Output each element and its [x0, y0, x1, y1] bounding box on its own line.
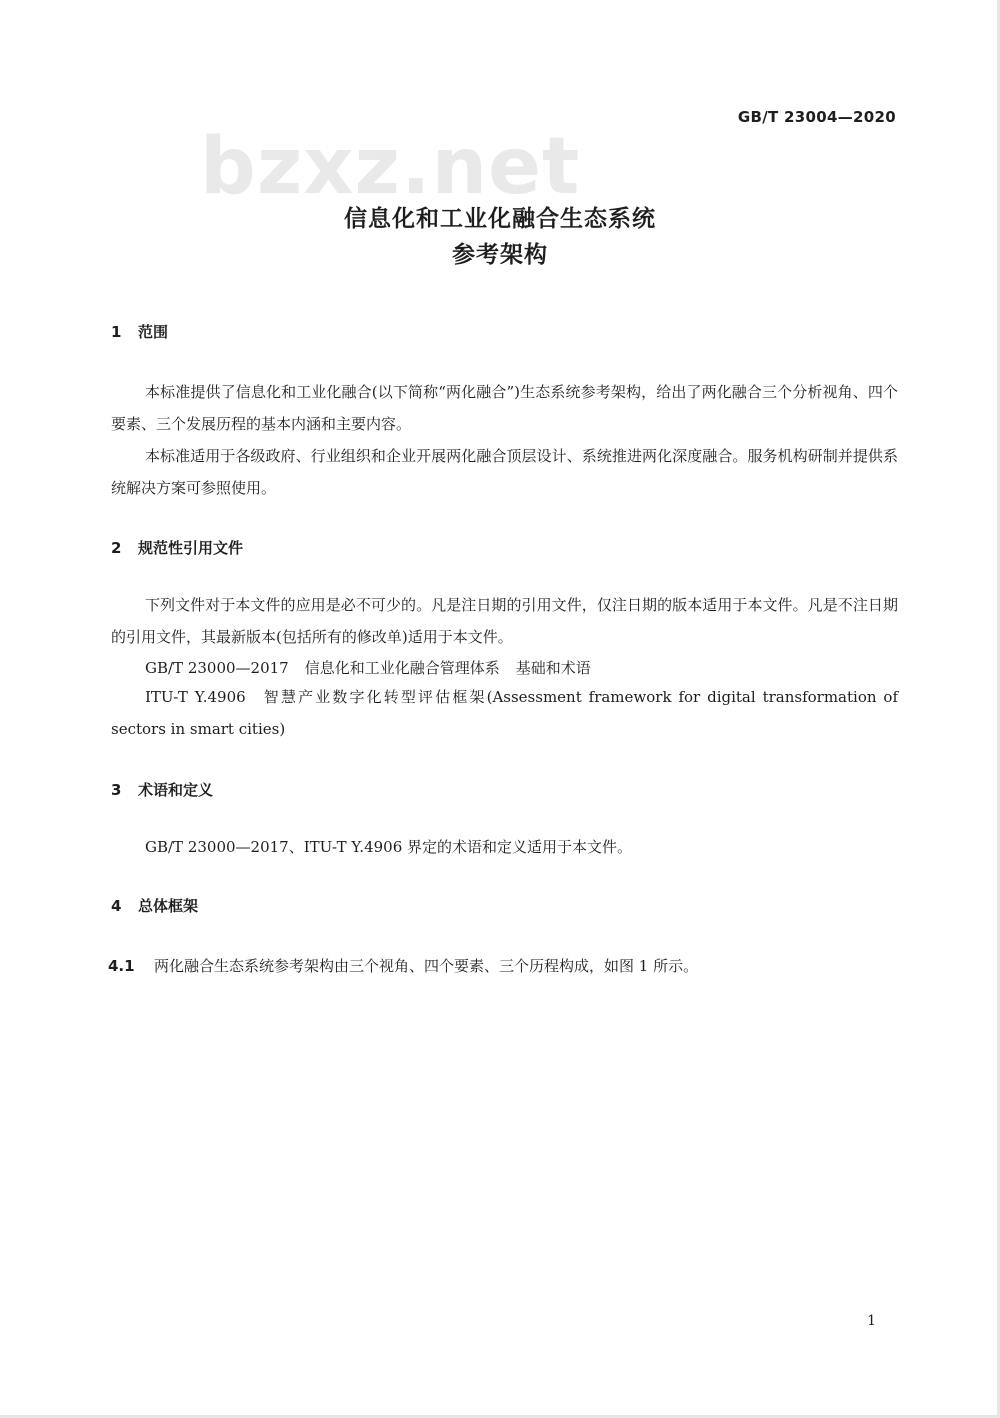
scope-paragraph-1: 本标准提供了信息化和工业化融合(以下简称“两化融合”)生态系统参考架构，给出了两化融合三个分析视角、四个要素、三个发展历程的基本内涵和主要内容。 [111, 383, 898, 433]
scope-paragraph-2: 本标准适用于各级政府、行业组织和企业开展两化融合顶层设计、系统推进两化深度融合。服务机构研制并提供系统解决方案可参照使用。 [111, 447, 898, 497]
section-heading-scope [111, 321, 168, 342]
terms-paragraph: GB/T 23000—2017、ITU-T Y.4906 界定的术语和定义适用于本文件。 [145, 838, 633, 856]
reference-item-2 [111, 681, 898, 745]
section-number: 1 [111, 323, 122, 341]
section-title: 范围 [138, 323, 169, 341]
reference-code: ITU-T Y.4906 [145, 688, 246, 706]
reference-subtitle: 基础和术语 [515, 659, 591, 677]
reference-code: GB/T 23000—2017 [145, 659, 289, 677]
document-subtitle: 参考架构 [452, 242, 548, 268]
clause-text: 两化融合生态系统参考架构由三个视角、四个要素、三个历程构成，如图 1 所示。 [154, 957, 699, 975]
page-number: 1 [867, 1313, 876, 1329]
standard-number: GB/T 23004—2020 [737, 108, 896, 126]
section-title: 规范性引用文件 [138, 539, 244, 557]
reference-title: 信息化和工业化融合管理体系 [304, 659, 500, 677]
section-number: 3 [111, 781, 122, 799]
section-heading-references [111, 537, 243, 558]
document-title: 信息化和工业化融合生态系统 [344, 206, 656, 232]
section-heading-framework [111, 895, 198, 916]
section-heading-terms [111, 779, 213, 800]
references-intro: 下列文件对于本文件的应用是必不可少的。凡是注日期的引用文件，仅注日期的版本适用于本文件。凡是不注日期的引用文件，其最新版本(包括所有的修改单)适用于本文件。 [111, 596, 898, 646]
clause-number: 4.1 [108, 957, 135, 975]
reference-title: 智慧产业数字化转型评估框架(Assessment framework for digital transformation of sectors in smart cities) [111, 688, 899, 738]
section-title: 总体框架 [138, 897, 199, 915]
section-title: 术语和定义 [138, 781, 214, 799]
watermark: bzxz.net [200, 122, 581, 212]
section-number: 2 [111, 539, 122, 557]
reference-item-1 [145, 657, 591, 678]
section-number: 4 [111, 897, 122, 915]
clause-4-1 [108, 955, 698, 976]
